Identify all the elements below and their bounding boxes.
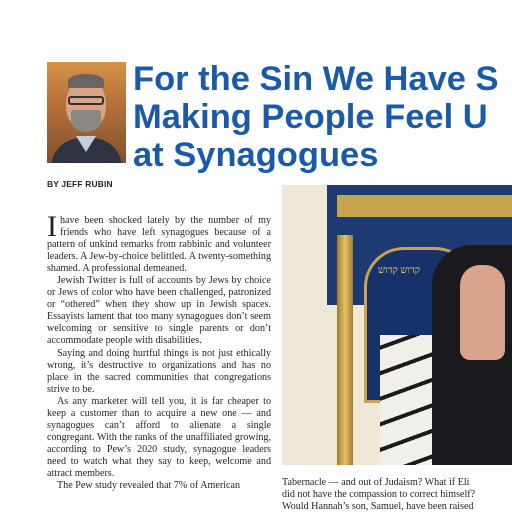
text-line: did not have the compassion to correct himself? <box>282 489 476 501</box>
paragraph: Jewish Twitter is full of accounts by Jews by choice or Jews of color who have been challenged, patronized or “othered” when they show up in Jewish spaces. Essayists lament that too many synagogues don’t seem welcoming or sensitive to single parents or don’t accommodate people with disabilities. <box>47 275 271 347</box>
text-line: Tabernacle — and out of Judaism? What if Eli <box>282 477 470 488</box>
photo-hebrew-text: קדוש קדוש <box>378 265 421 276</box>
synagogue-prayer-photo <box>282 185 512 465</box>
title-line: at Synagogues <box>133 136 379 174</box>
paragraph: Ihave been shocked lately by the number of my friends who have left synagogues because of a pattern of unkind remarks from rabbinic and volunteer leaders. A Jew-by-choice belittled. A twenty-something shamed. A professional demeaned. <box>47 210 271 275</box>
article-title <box>133 60 512 174</box>
drop-cap: I <box>47 210 57 243</box>
article-body-left-column <box>47 210 271 492</box>
title-line: For the Sin We Have S <box>133 60 499 98</box>
paragraph: As any marketer will tell you, it is far cheaper to keep a customer than to acquire a new one — and synagogues can’t afford to alienate a single congregant. With the ranks of the unaffiliated growing, according to Pew’s 2020 study, synagogue leaders need to watch what they say to keep, welcome and attract members. <box>47 395 271 479</box>
byline: BY JEFF RUBIN <box>47 179 113 189</box>
paragraph: The Pew study revealed that 7% of American <box>57 480 241 492</box>
title-line: Making People Feel U <box>133 98 488 136</box>
author-headshot <box>47 62 126 163</box>
text-line: Would Hannah’s son, Samuel, have been raised <box>282 501 474 513</box>
article-body-right-column <box>282 477 512 513</box>
paragraph: Saying and doing hurtful things is not just ethically wrong, it’s destructive to organizations and has no place in the sacred communities that congregations strive to be. <box>47 347 271 395</box>
